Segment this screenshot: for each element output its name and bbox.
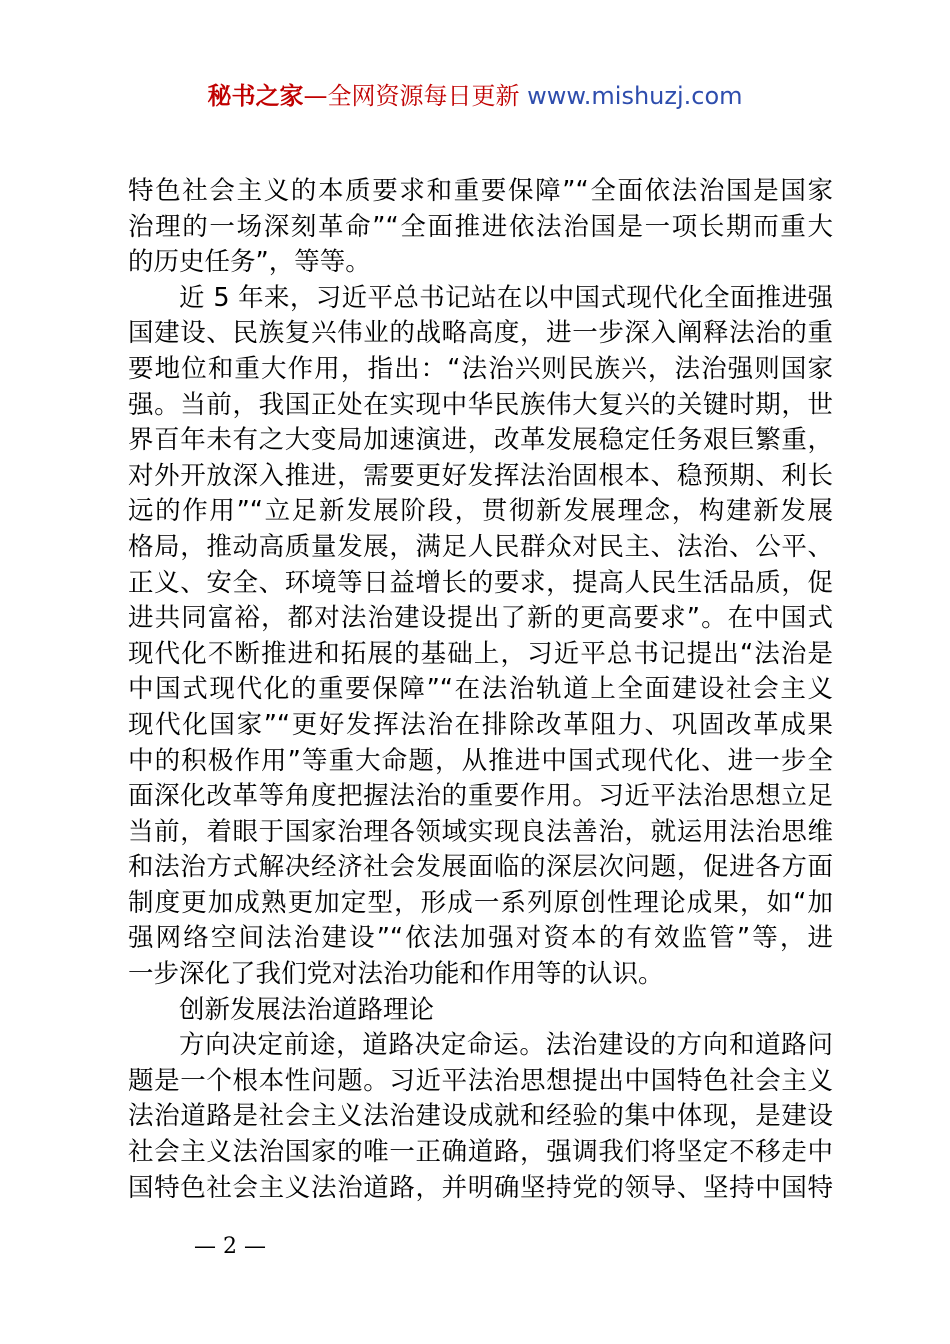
text-line: 强网络空间法治建设”“依法加强对资本的有效监管”等，进 [128, 923, 833, 954]
text-line: 国建设、民族复兴伟业的战略高度，进一步深入阐释法治的重 [128, 318, 833, 349]
text-line: 远的作用”“立足新发展阶段，贯彻新发展理念，构建新发展 [128, 496, 833, 527]
text-line: 治理的一场深刻革命”“全面推进依法治国是一项长期而重大 [128, 211, 833, 242]
text-line: 国特色社会主义法治道路，并明确坚持党的领导、坚持中国特 [128, 1172, 833, 1203]
text-line: 进共同富裕，都对法治建设提出了新的更高要求”。在中国式 [128, 603, 833, 634]
paragraph-first-line: 方向决定前途，道路决定命运。法治建设的方向和道路问 [179, 1030, 833, 1061]
text-line: 和法治方式解决经济社会发展面临的深层次问题，促进各方面 [128, 852, 833, 883]
text-line: 现代化国家”“更好发挥法治在排除改革阻力、巩固改革成果 [128, 709, 833, 740]
text-line: 强。当前，我国正处在实现中华民族伟大复兴的关键时期，世 [128, 389, 833, 420]
text-line: 中国式现代化的重要保障”“在法治轨道上全面建设社会主义 [128, 674, 833, 705]
section-heading: 创新发展法治道路理论 [179, 994, 435, 1025]
text-line: 要地位和重大作用，指出：“法治兴则民族兴，法治强则国家 [128, 353, 833, 384]
text-line: 一步深化了我们党对法治功能和作用等的认识。 [128, 959, 664, 990]
site-header [0, 80, 950, 112]
text-line: 正义、安全、环境等日益增长的要求，提高人民生活品质，促 [128, 567, 833, 598]
text-line: 当前，着眼于国家治理各领域实现良法善治，就运用法治思维 [128, 816, 833, 847]
text-line: 社会主义法治国家的唯一正确道路，强调我们将坚定不移走中 [128, 1137, 833, 1168]
text-line: 中的积极作用”等重大命题，从推进中国式现代化、进一步全 [128, 745, 833, 776]
text-line: 现代化不断推进和拓展的基础上，习近平总书记提出“法治是 [128, 638, 833, 669]
text-line: 题是一个根本性问题。习近平法治思想提出中国特色社会主义 [128, 1065, 833, 1096]
site-brand: 秘书之家 [207, 82, 304, 110]
page-number: — 2 — [194, 1234, 266, 1259]
site-tagline: —全网资源每日更新 [303, 82, 528, 110]
text-line: 的历史任务”，等等。 [128, 247, 371, 278]
text-line: 界百年未有之大变局加速演进，改革发展稳定任务艰巨繁重， [128, 425, 833, 456]
text-line: 格局，推动高质量发展，满足人民群众对民主、法治、公平、 [128, 531, 833, 562]
text-line: 法治道路是社会主义法治建设成就和经验的集中体现，是建设 [128, 1101, 833, 1132]
paragraph-first-line: 近 5 年来，习近平总书记站在以中国式现代化全面推进强 [179, 282, 833, 313]
text-line: 对外开放深入推进，需要更好发挥法治固根本、稳预期、利长 [128, 460, 833, 491]
text-line: 面深化改革等角度把握法治的重要作用。习近平法治思想立足 [128, 781, 833, 812]
document-body [128, 174, 833, 1206]
text-line: 制度更加成熟更加定型，形成一系列原创性理论成果，如“加 [128, 887, 833, 918]
site-url: www.mishuzj.com [527, 82, 743, 110]
text-line: 特色社会主义的本质要求和重要保障”“全面依法治国是国家 [128, 176, 833, 206]
